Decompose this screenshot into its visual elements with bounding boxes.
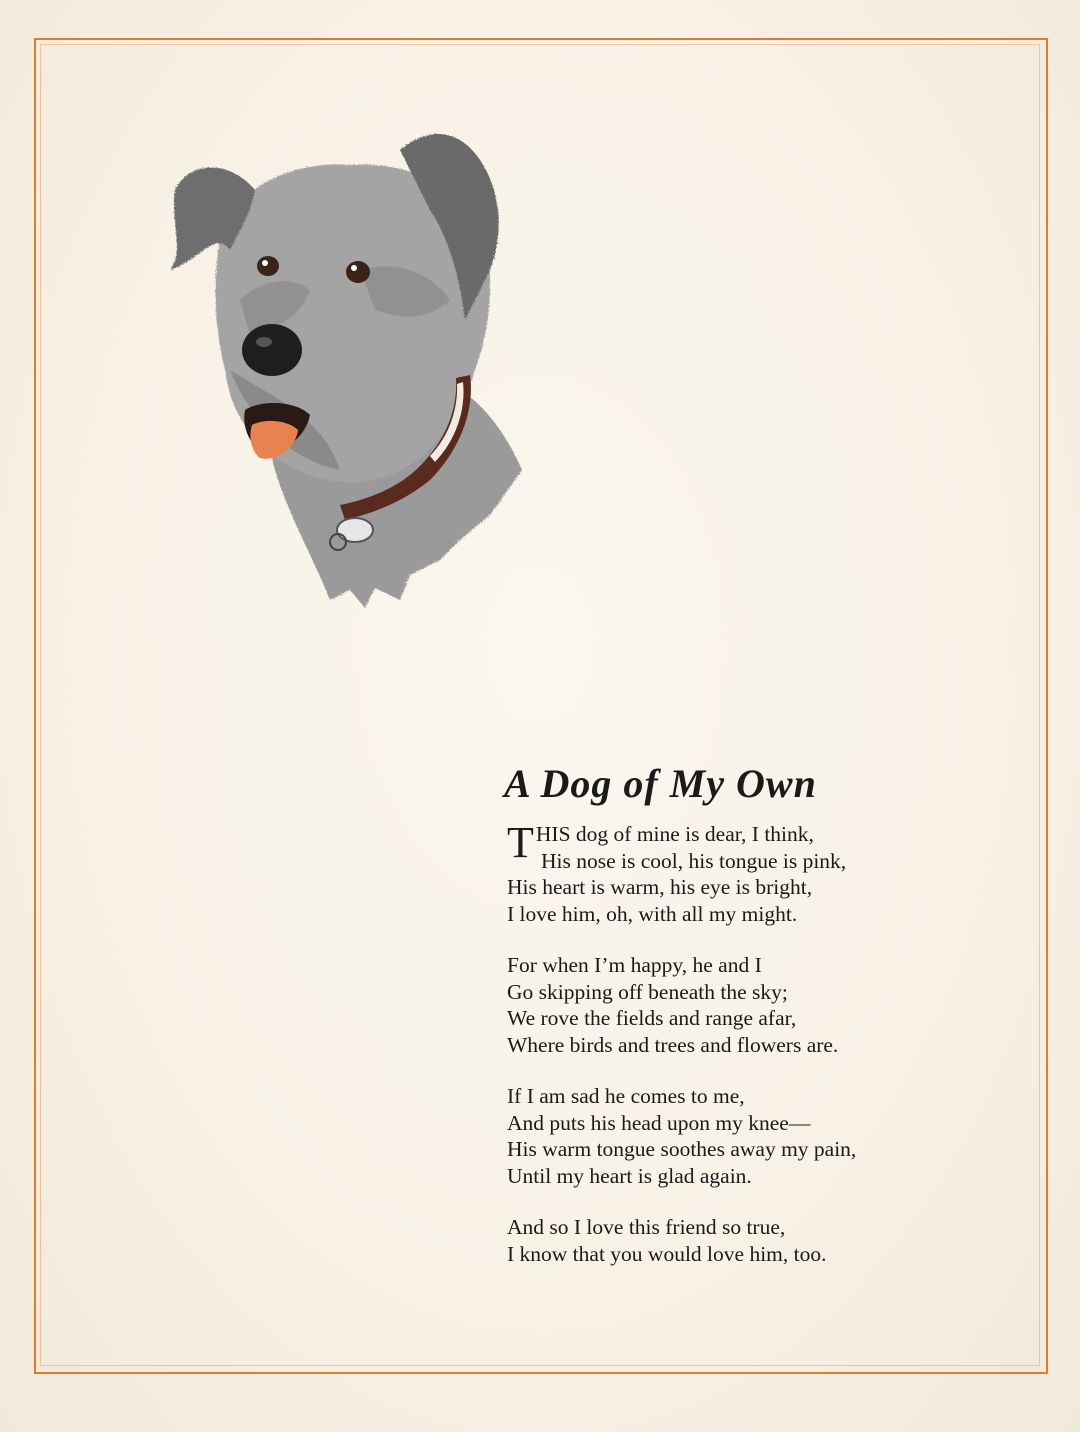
dog-left-eye [257,256,279,276]
poem-line: Where birds and trees and flowers are. [507,1032,839,1057]
stanza-2 [507,952,974,1058]
poem-line: For when I’m happy, he and I [507,953,762,977]
poem-line: We rove the fields and range afar, [507,1006,797,1030]
poem-line: And so I love this friend so true, [507,1215,786,1239]
poem-line: THIS dog of mine is dear, I think, [507,818,814,867]
poem-line: I love him, oh, with all my might. [507,901,798,926]
poem [504,760,974,1292]
stanza-4 [507,1214,974,1267]
terrier-dog-head-icon [160,120,540,610]
dog-collar-tag [337,518,373,542]
poem-line: His nose is cool, his tongue is pink, [541,848,847,873]
poem-line: If I am sad he comes to me, [507,1084,745,1108]
poem-line: I know that you would love him, too. [507,1241,827,1266]
poem-line: His warm tongue soothes away my pain, [507,1137,857,1161]
poem-line: Until my heart is glad again. [507,1163,752,1188]
drop-cap: T [507,818,534,867]
poem-title: A Dog of My Own [504,761,817,806]
stanza-3 [507,1083,974,1189]
poem-line: His heart is warm, his eye is bright, [507,875,813,899]
poem-line: Go skipping off beneath the sky; [507,979,788,1004]
dog-right-eye [346,261,370,283]
stanza-1 [507,818,974,927]
poem-line: And puts his head upon my knee— [507,1110,811,1135]
dog-nose [242,324,302,376]
